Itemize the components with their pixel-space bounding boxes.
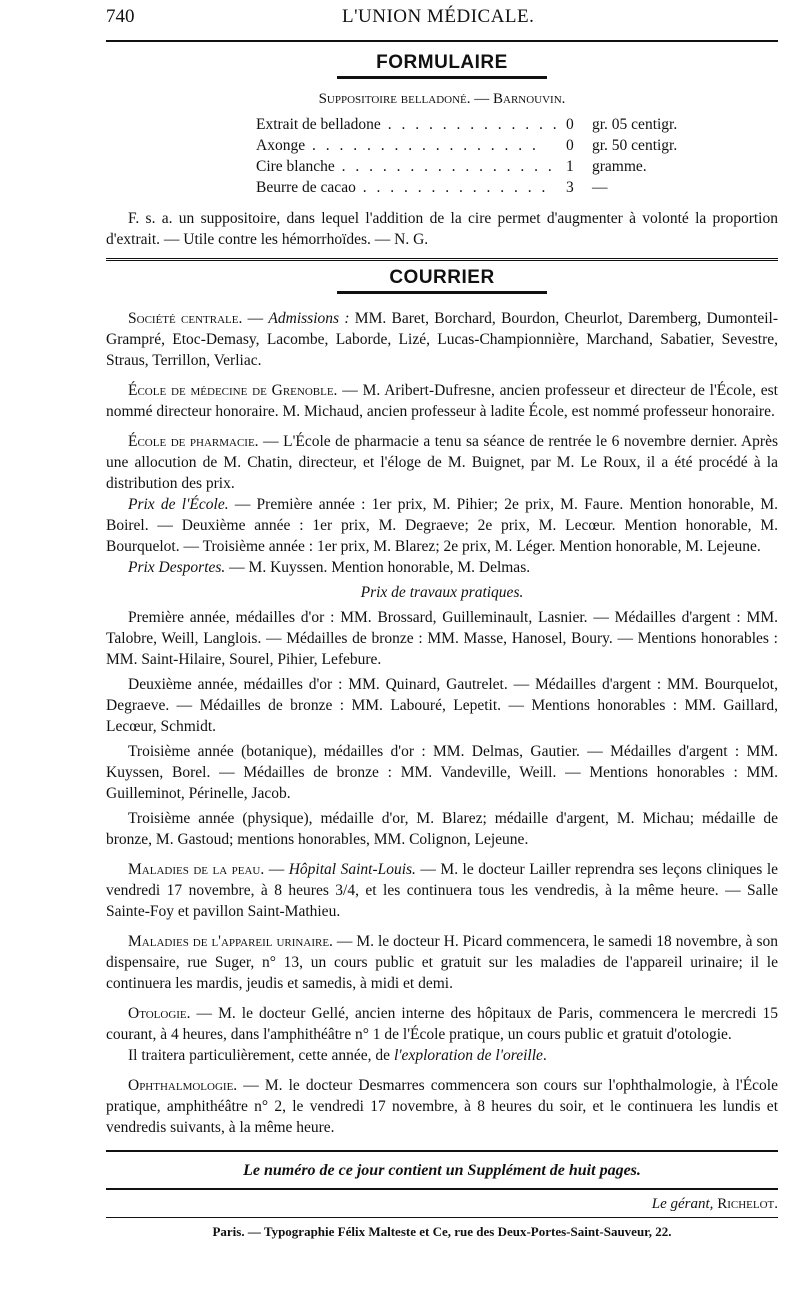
gerant-name: Richelot.: [717, 1196, 778, 1212]
courrier-section: [106, 267, 778, 1138]
journal-title: L'UNION MÉDICALE.: [342, 6, 535, 27]
formulaire-title-bar: [337, 76, 547, 79]
leader-dots: . . . . . . . . . . . . .: [380, 116, 560, 133]
news-text: — Première année : 1er prix, M. Pihier; 2e prix, M. Faure. Mention honorable, M. Boirel. — Deuxième année : 1er prix, M. Degraeve; 2e prix, M. Lecœur. Mention honorable, M. Bourquelot. — Troisième année : 1er prix, M. Blarez; 2e prix, M. Léger. Mention honorable, M. Lejeune.: [106, 496, 778, 555]
ingredient-name: Cire blanche: [256, 158, 335, 175]
ingredient-name: Axonge: [256, 137, 306, 154]
ingredient-name: Extrait de belladone: [256, 116, 381, 133]
travaux-item: Troisième année (botanique), médailles d'or : MM. Delmas, Gautier. — Médailles d'argent : MM. Kuyssen, Borel. — Médailles de bronze : MM. Vandeville, Weill. — Mentions honorables : MM. Guilleminot, Périnelle, Jacob.: [106, 743, 778, 802]
imprint-rule: [106, 1217, 778, 1218]
recipe-row: [256, 114, 742, 135]
ingredient-unit: gr. 05 centigr.: [592, 116, 678, 133]
otologie-continued: [106, 1045, 778, 1066]
gerant-line: [106, 1196, 778, 1213]
news-text: MM. Baret, Borchard, Bourdon, Cheurlot, Daremberg, Dumonteil-Grampré, Etoc-Demasy, Lacombe, Laborde, Lizé, Lucas-Championnière, Marchand, Sabatier, Sevestre, Straus, Terrillon, Verliac.: [106, 310, 778, 369]
news-ophtalmo: [106, 1075, 778, 1138]
news-urinaire: [106, 931, 778, 994]
recipe-row: [256, 156, 742, 177]
prix-desportes: [106, 557, 778, 578]
header-rule: [106, 40, 778, 42]
travaux-item: Première année, médailles d'or : MM. Brossard, Guilleminault, Lasnier. — Médailles d'argent : MM. Talobre, Weill, Langlois. — Médailles de bronze : MM. Masse, Hanosel, Boury. — Mentions honorables : MM. Saint-Hilaire, Sourel, Pihier, Lefebure.: [106, 609, 778, 668]
formulaire-title: FORMULAIRE: [376, 52, 508, 73]
leader-dots: . . . . . . . . . . . . . .: [355, 179, 549, 196]
notice-rule-top: [106, 1150, 778, 1152]
news-text: — M. le docteur Desmarres commencera son cours sur l'ophthalmologie, à l'École pratique, amphithéâtre n° 2, le vendredi 17 novembre, à 8 heures du soir, et le continuera les lundis et vendredis suivants, à la même heure.: [106, 1077, 778, 1136]
leader-dots: . . . . . . . . . . . . . . . .: [334, 158, 555, 175]
leader-dots: . . . . . . . . . . . . . . . . .: [305, 137, 539, 154]
printer-imprint: Paris. — Typographie Félix Malteste et Ce, rue des Deux-Portes-Saint-Sauveur, 22.: [212, 1224, 672, 1239]
news-grenoble: [106, 380, 778, 422]
news-lead: Société centrale.: [128, 310, 243, 327]
news-text: Il traitera particulièrement, cette année, de: [128, 1047, 394, 1064]
recipe-row: [256, 135, 742, 156]
news-lead: Otologie.: [128, 1005, 191, 1022]
formulaire-section: [106, 52, 778, 250]
recipe-table: [256, 114, 742, 198]
news-lead: École de médecine de Grenoble.: [128, 382, 338, 399]
ingredient-unit: gramme.: [592, 158, 647, 175]
travaux-title: Prix de travaux pratiques.: [360, 584, 524, 601]
recipe-row: [256, 177, 742, 198]
news-peau: [106, 859, 778, 922]
notice-rule-bottom: [106, 1188, 778, 1190]
ingredient-unit: —: [592, 179, 608, 196]
page-number: 740: [106, 6, 135, 27]
news-text: — M. Aribert-Dufresne, ancien professeur et directeur de l'École, est nommé directeur honoraire. M. Michaud, ancien professeur à ladite École, est nommé professeur honoraire.: [106, 382, 778, 420]
prix-ecole: [106, 494, 778, 557]
travaux-item: Troisième année (physique), médaille d'or, M. Blarez; médaille d'argent, M. Michau; médaille de bronze, M. Gastoud; mentions honorables, MM. Colignon, Lejeune.: [106, 810, 778, 848]
courrier-title: COURRIER: [389, 267, 495, 288]
page-header: [106, 0, 778, 36]
news-label: Prix Desportes.: [128, 559, 226, 576]
news-sep: —: [242, 310, 269, 327]
news-lead: Ophthalmologie.: [128, 1077, 238, 1094]
news-emphasis: l'exploration de l'oreille: [393, 1047, 543, 1064]
news-text: — M. le docteur Gellé, ancien interne des hôpitaux de Paris, commencera le mercredi 15 courant, à 4 heures, dans l'amphithéâtre n° 1 de l'École pratique, un cours public et gratuit d'otologie.: [106, 1005, 778, 1043]
recipe-note: F. s. a. un suppositoire, dans lequel l'addition de la cire permet d'augmenter à volonté la proportion d'extrait. — Utile contre les hémorrhoïdes. — N. G.: [106, 210, 778, 248]
news-lead: Maladies de l'appareil urinaire.: [128, 933, 333, 950]
news-societe: [106, 308, 778, 371]
news-text: — L'École de pharmacie a tenu sa séance de rentrée le 6 novembre dernier. Après une allocution de M. Chatin, directeur, et l'éloge de M. Buignet, par M. Le Roux, il a été procédé à la distribution des prix.: [106, 433, 778, 492]
news-lead: Maladies de la peau.: [128, 861, 265, 878]
ingredient-qty: 3: [566, 179, 574, 196]
news-otologie: [106, 1003, 778, 1045]
news-text: .: [542, 1047, 547, 1064]
news-lead: École de pharmacie.: [128, 433, 259, 450]
courrier-title-bar: [337, 291, 547, 294]
news-label: Admissions :: [268, 310, 350, 327]
news-pharmacie: [106, 431, 778, 494]
news-text: — M. le docteur Lailler reprendra ses leçons cliniques le vendredi 17 novembre, à 8 heures 3/4, et les continuera tous les vendredis, à la même heure. — Salle Sainte-Foy et pavillon Saint-Mathieu.: [106, 861, 779, 920]
recipe-title: Suppositoire belladoné. — Barnouvin.: [318, 91, 566, 107]
news-text: — M. Kuyssen. Mention honorable, M. Delmas.: [225, 559, 531, 576]
ingredient-unit: gr. 50 centigr.: [592, 137, 678, 154]
supplement-notice: Le numéro de ce jour contient un Supplément de huit pages.: [243, 1162, 641, 1179]
news-label: Prix de l'École.: [128, 496, 229, 513]
news-sep: —: [264, 861, 289, 878]
ingredient-qty: 0: [566, 137, 574, 154]
news-label: Hôpital Saint-Louis.: [288, 861, 416, 878]
news-text: — M. le docteur H. Picard commencera, le samedi 18 novembre, à son dispensaire, rue Suger, n° 13, un cours public et gratuit sur les maladies de l'appareil urinaire; il le continuera les mardis, jeudis et samedis, à midi et demi.: [106, 933, 778, 992]
section-rule: [106, 258, 778, 261]
ingredient-name: Beurre de cacao: [256, 179, 356, 196]
ingredient-qty: 1: [566, 158, 574, 175]
gerant-label: Le gérant,: [651, 1196, 714, 1212]
travaux-item: Deuxième année, médailles d'or : MM. Quinard, Gautrelet. — Médailles d'argent : MM. Bourquelot, Degraeve. — Médailles de bronze : MM. Labouré, Lepetit. — Mentions honorables : MM. Gaillard, Lecœur, Schmidt.: [106, 676, 778, 735]
ingredient-qty: 0: [566, 116, 574, 133]
